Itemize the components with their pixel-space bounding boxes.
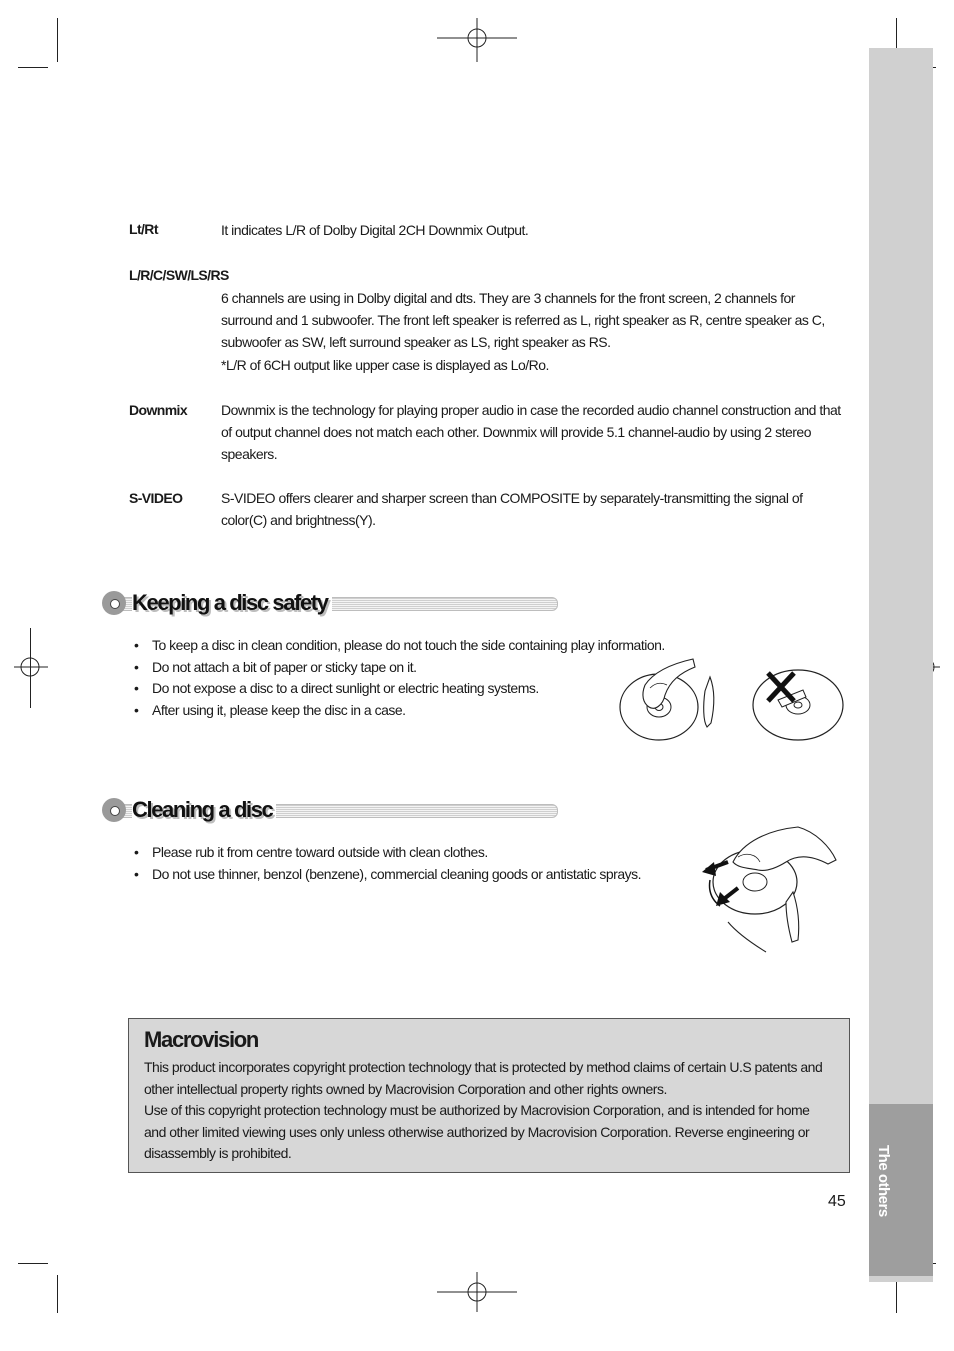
list-item: • Do not use thinner, benzol (benzene), commercial cleaning goods or antistatic sprays. xyxy=(134,864,641,886)
definition-s-video: S-VIDEO offers clearer and sharper screen than COMPOSITE by separately-transmitting the signal of color(C) and brightness(Y). xyxy=(221,490,803,528)
keeping-list xyxy=(134,635,665,722)
macrovision-paragraph-2: Use of this copyright protection technology must be authorized by Macrovision Corporation, and is intended for home and other limited viewing uses only unless otherwise authorized by Macrovision Corporation. Reverse engineering or disassembly is prohibited. xyxy=(144,1102,810,1161)
section-bullet-icon xyxy=(102,591,126,615)
macrovision-paragraph-1: This product incorporates copyright protection technology that is protected by method claims of certain U.S patents and other intellectual property rights owned by Macrovision Corporation and other rights owners. xyxy=(144,1059,823,1097)
term-channels: L/R/C/SW/LS/RS xyxy=(129,267,229,283)
definition-channels: 6 channels are using in Dolby digital and dts. They are 3 channels for the front screen, 2 channels for surround and 1 subwoofer. The front left speaker is referred as L, right speaker as R, centre speaker as C, subwoofer as SW, left surround speaker as LS, right speaker as RS. xyxy=(221,290,825,350)
section-title-cleaning: Cleaning a disc xyxy=(132,796,276,824)
macrovision-title: Macrovision xyxy=(144,1027,259,1052)
cleaning-list xyxy=(134,842,641,885)
section-header-keeping xyxy=(100,589,560,617)
list-item: • Please rub it from centre toward outside with clean clothes. xyxy=(134,842,641,864)
term-lt-rt: Lt/Rt xyxy=(129,221,158,237)
macrovision-box xyxy=(128,1018,850,1173)
side-strip xyxy=(869,48,933,1282)
disc-handling-wrong-illustration xyxy=(748,665,848,745)
definition-downmix: Downmix is the technology for playing proper audio in case the recorded audio channel construction and that of output channel does not match each other. Downmix will provide 5.1 channel-audio by using 2 stereo speakers. xyxy=(221,402,841,462)
disc-handling-correct-illustration xyxy=(615,655,730,745)
section-bullet-icon xyxy=(102,798,126,822)
section-title-keeping: Keeping a disc safety xyxy=(132,589,332,617)
definition-lt-rt: It indicates L/R of Dolby Digital 2CH Downmix Output. xyxy=(221,222,529,238)
section-header-cleaning xyxy=(100,796,560,824)
list-item: • After using it, please keep the disc in a case. xyxy=(134,700,665,722)
list-item: • To keep a disc in clean condition, please do not touch the side containing play information. xyxy=(134,635,665,657)
list-item: • Do not attach a bit of paper or sticky tape on it. xyxy=(134,657,665,679)
registration-mark-bottom xyxy=(437,1272,517,1312)
registration-mark-left xyxy=(14,652,48,682)
registration-mark-top xyxy=(437,18,517,62)
definition-channels-note: *L/R of 6CH output like upper case is displayed as Lo/Ro. xyxy=(221,357,549,373)
page-number: 45 xyxy=(828,1193,846,1210)
term-downmix: Downmix xyxy=(129,402,188,418)
side-tab-label: The others xyxy=(875,1145,892,1217)
disc-cleaning-illustration xyxy=(698,822,838,954)
term-s-video: S-VIDEO xyxy=(129,490,183,506)
macrovision-text xyxy=(144,1057,834,1165)
list-item: • Do not expose a disc to a direct sunlight or electric heating systems. xyxy=(134,678,665,700)
